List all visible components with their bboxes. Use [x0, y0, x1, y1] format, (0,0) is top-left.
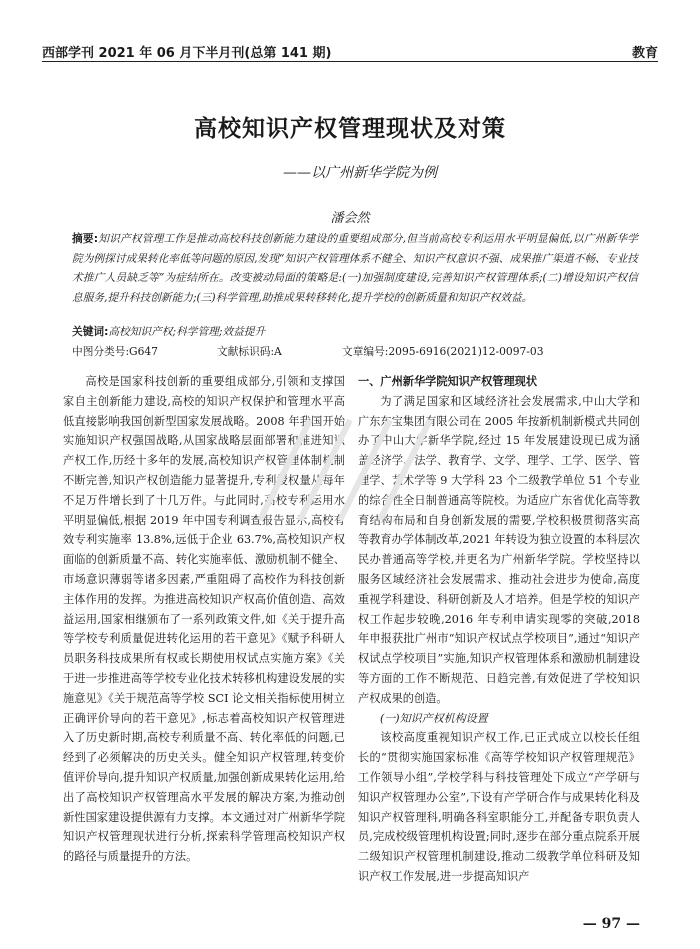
article-title: 高校知识产权管理现状及对策 [194, 116, 506, 142]
clc-number: 中图分类号:G647 [72, 345, 158, 358]
page-number: — 97 — [582, 916, 640, 932]
abstract-label: 摘要: [72, 232, 99, 245]
abstract-text: 知识产权管理工作是推动高校科技创新能力建设的重要组成部分,但当前高校专利运用水平明显偏低,以广州新华学院为例探讨成果转化率低等问题的原因,发现“知识产权管理体系不健全、知识产权意识不强、成果推广渠道不畅、专业技术推广人员缺乏等”为症结所在。改变被动局面的策略是:(一)加强制度建设,完善知识产权管理体系;(二)增设知识产权信息服务,提升科技创新能力;(三)科学管理,助推成果转移转化,提升学校的创新质量和知识产权效益。 [72, 232, 638, 304]
journal-issue: 西部学刊 2021 年 06 月下半月刊(总第 141 期) [42, 46, 332, 61]
intro-paragraph: 高校是国家科技创新的重要组成部分,引领和支撑国家自主创新能力建设,高校的知识产权保护和管理水平高低直接影响我国创新型国家发展战略。2008 年我国开始实施知识产权强国战略,从国家战略层面部署和推进知识产权工作,历经十多年的发展,高校知识产权管理体制机制不断完善,知识产权创造能力显著提升,专利授权量从每年不足万件增长到了十几万件。与此同时,高校专利运用水平明显偏低,根据 2019 年中国专利调查报告显示,高校有效专利实施率 13.8%,远低于企业 63.7%,高校知识产权面临的创新质量不高、转化实施率低、激励机制不健全、市场意识薄弱等诸多因素,严重阻碍了高校作为科技创新主体作用的发挥。为推进高校知识产权高价值创造、高效益运用,国家相继颁布了一系列政策文件,如《关于提升高等学校专利质量促进转化运用的若干意见》《赋予科研人员职务科技成果所有权或长期使用权试点实施方案》《关于进一步推进高等学校专业化技术转移机构建设发展的实施意见》《关于规范高等学校 SCI 论文相关指标使用树立正确评价导向的若干意见》,标志着高校知识产权管理进入了历史新时期,高校专利质量不高、转化率低的问题,已经到了必须解决的历史关头。健全知识产权管理,转变价值评价导向,提升知识产权质量,加强创新成果转化运用,给出了高校知识产权管理高水平发展的解决方案,为推动创新性国家建设提供源有力支撑。本文通过对广州新华学院知识产权管理现状进行分析,探索科学管理高校知识产权的路径与质量提升的方法。 [63, 375, 345, 864]
subsection-1-paragraph: 该校高度重视知识产权工作,已正式成立以校长任组长的“贯彻实施国家标准《高等学校知识产权管理规范》工作领导小组”,学校学科与科技管理处下成立“产学研与知识产权管理办公室”,下设有产学研合作与成果转化科及知识产权管理科,明确各科室职能分工,并配备专职负责人员,完成校级管理机构设置;同时,逐步在部分重点院系开展二级知识产权管理机制建设,推动二级教学单位科研及知识产权工作发展,进一步提高知识产 [358, 731, 640, 883]
left-column [63, 372, 345, 867]
keywords [72, 324, 638, 339]
section-1-paragraph: 为了满足国家和区域经济社会发展需求,中山大学和广东东宝集团有限公司在 2005 年按新机制新模式共同创办了中山大学新华学院,经过 15 年发展建设现已成为涵盖经济学、法学、教育学、文学、理学、工学、医学、管理学、艺术学等 9 大学科 23 个二级教学单位 51 个专业的综合性全日制普通高等院校。为适应广东省优化高等教育结构布局和自身创新发展的需要,学校积极贯彻落实高等教育办学体制改革,2021 年转设为独立设置的本科层次民办普通高等学校,并更名为广州新华学院。学校坚持以服务区域经济社会发展需求、推动社会进步为使命,高度重视学科建设、科研创新及人才培养。但是学校的知识产权工作起步较晚,2016 年专利申请实现零的突破,2018 年申报获批广州市“知识产权试点学校项目”,通过“知识产权试点学校项目”实施,知识产权管理体系和激励机制建设等方面的工作不断规范、日趋完善,有效促进了学校知识产权成果的创造。 [358, 394, 640, 705]
classification-row [72, 344, 638, 360]
right-column [358, 372, 640, 887]
running-header [42, 40, 658, 62]
article-number: 文章编号:2095-6916(2021)12-0097-03 [342, 345, 544, 358]
article-subtitle: ——以广州新华学院为例 [283, 165, 437, 181]
abstract [72, 229, 638, 307]
section-heading-1: 一、广州新华学院知识产权管理现状 [358, 375, 538, 388]
keywords-text: 高校知识产权;科学管理;效益提升 [108, 325, 266, 338]
keywords-label: 关键词: [72, 325, 109, 338]
section-label: 教育 [631, 46, 658, 61]
author-name: 潘会然 [330, 211, 370, 226]
document-code: 文献标识码:A [217, 345, 282, 358]
subsection-heading-1: (一)知识产权机构设置 [380, 711, 488, 725]
